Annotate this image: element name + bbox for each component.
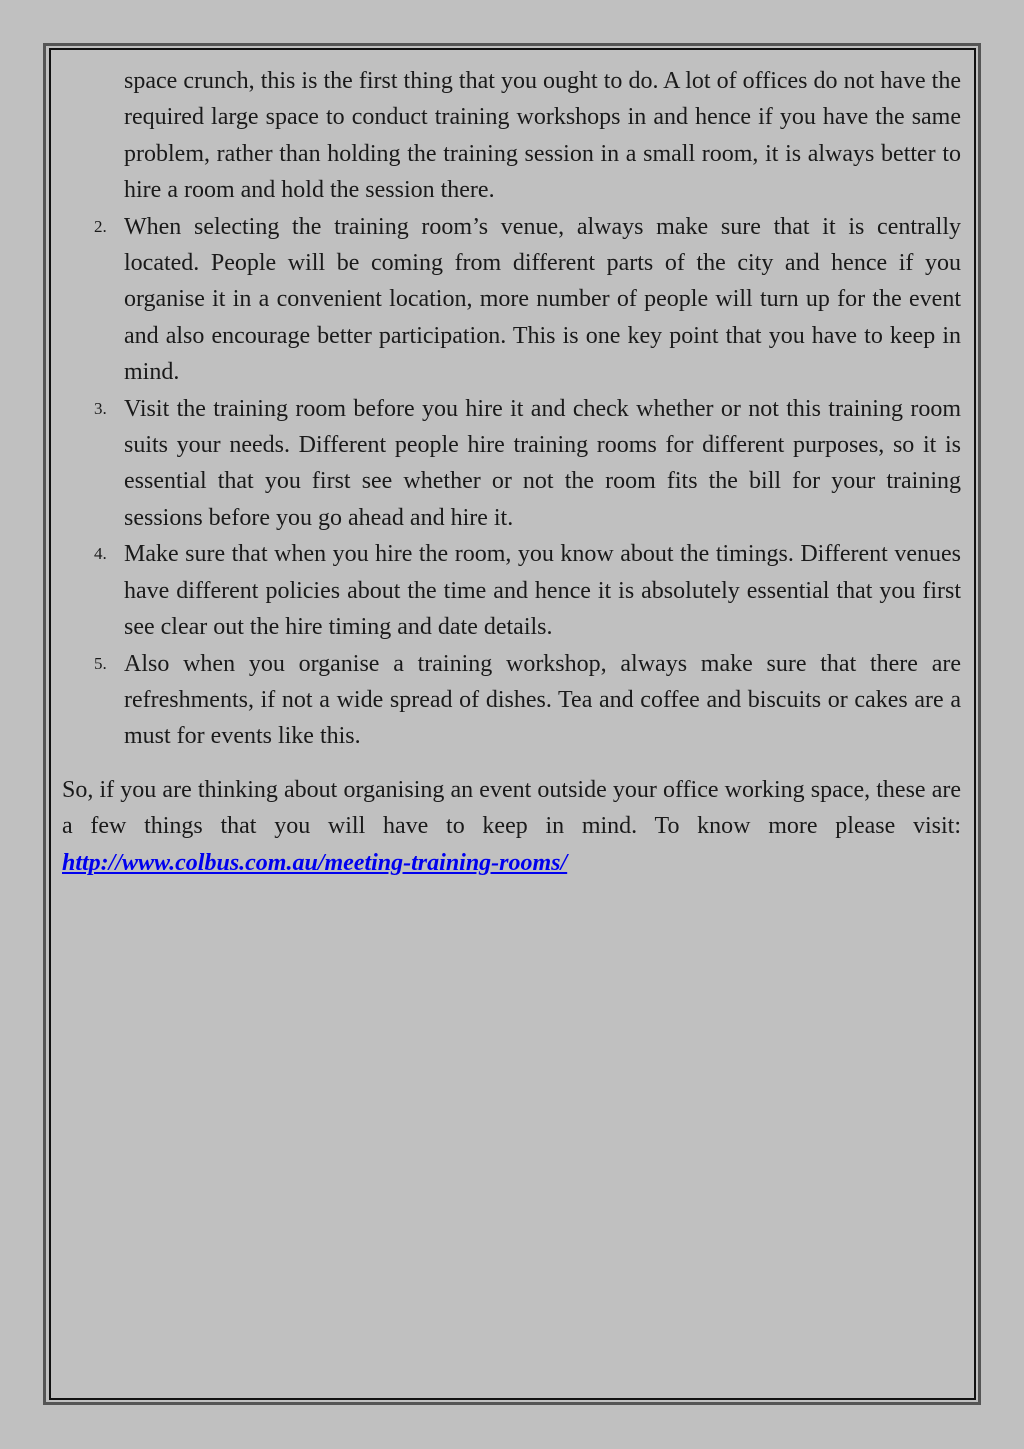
list-item-continued <box>62 63 961 209</box>
list-item <box>62 391 961 537</box>
list-item-text: space crunch, this is the first thing that you ought to do. A lot of offices do not have the required large space to conduct training workshops in and hence if you have the same problem, rather than holding the training session in a small room, it is always better to hire a room and hold the session there. <box>124 68 961 204</box>
list-item-text: Also when you organise a training workshop, always make sure that there are refreshments, if not a wide spread of dishes. Tea and coffee and biscuits or cakes are a must for events like this. <box>124 650 961 750</box>
closing-text: So, if you are thinking about organising an event outside your office working space, these are a few things that you will have to keep in mind. To know more please visit: <box>62 776 961 840</box>
document-body <box>62 63 961 881</box>
list-item-text: When selecting the training room’s venue, always make sure that it is centrally located. People will be coming from different parts of the city and hence if you organise it in a convenient location, more number of people will turn up for the event and also encourage better participation. This is one key point that you have to keep in mind. <box>124 213 961 386</box>
list-item <box>62 536 961 645</box>
list-item <box>62 209 961 391</box>
list-item-number: 4. <box>94 544 107 564</box>
list-item-number: 3. <box>94 398 107 418</box>
list-item-number: 5. <box>94 653 107 673</box>
list-item-text: Make sure that when you hire the room, you know about the timings. Different venues have different policies about the time and hence it is absolutely essential that you first see clear out the hire timing and date details. <box>124 541 961 641</box>
list-item <box>62 646 961 755</box>
closing-paragraph <box>62 772 961 881</box>
website-link[interactable]: http://www.colbus.com.au/meeting-training-rooms/ <box>62 849 568 876</box>
list-item-number: 2. <box>94 216 107 236</box>
list-item-text: Visit the training room before you hire it and check whether or not this training room suits your needs. Different people hire training rooms for different purposes, so it is essential that you first see whether or not the room fits the bill for your training sessions before you go ahead and hire it. <box>124 395 961 531</box>
